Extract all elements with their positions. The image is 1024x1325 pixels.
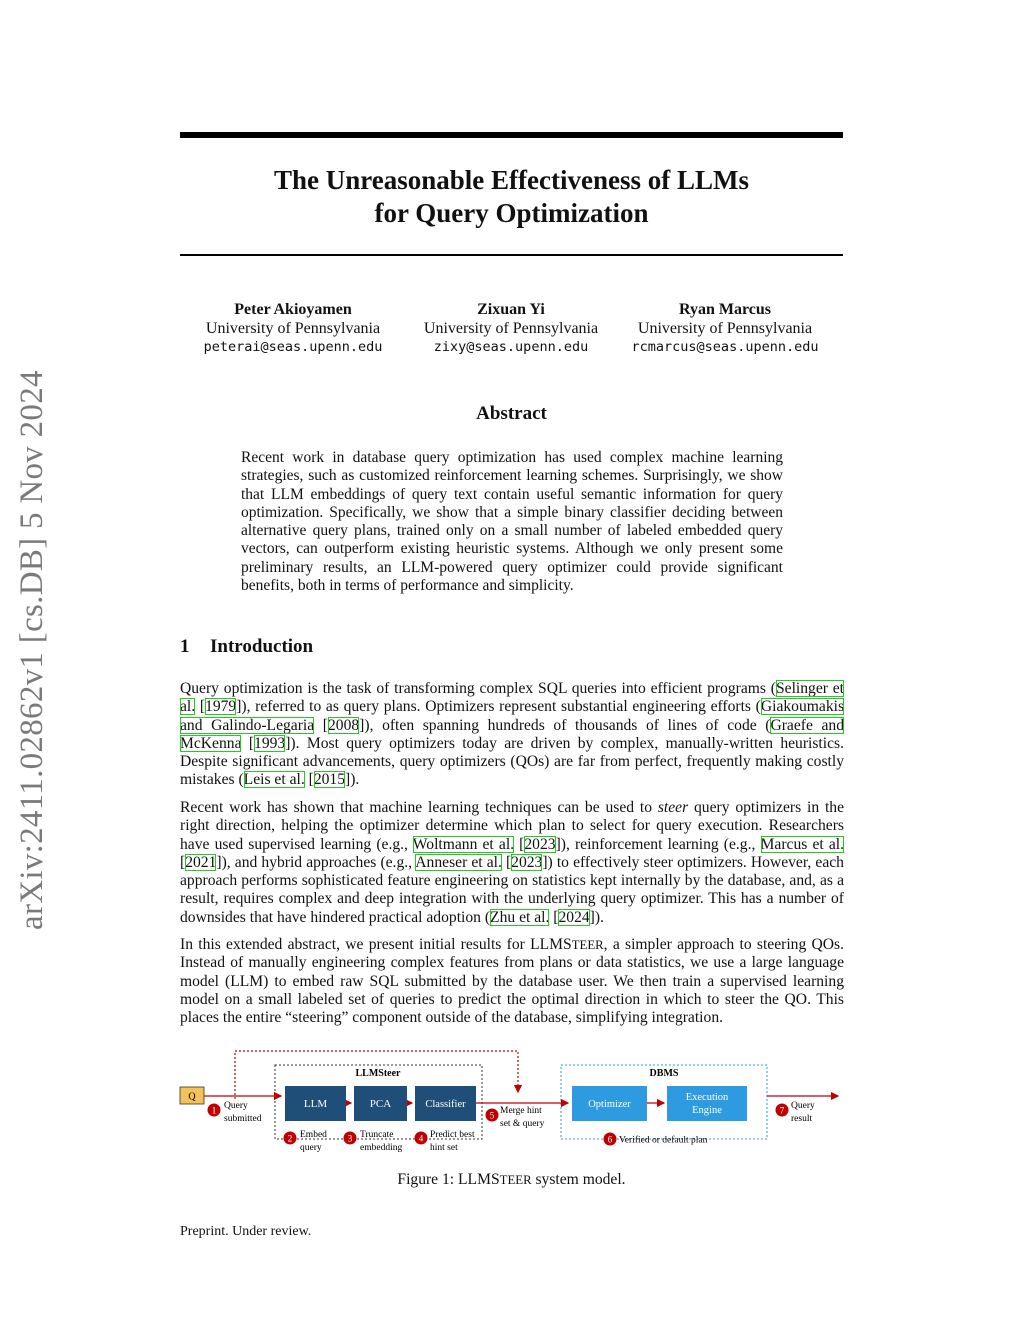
svg-text:Embed: Embed [300, 1130, 327, 1140]
step-7 [776, 1101, 815, 1124]
citation-link[interactable]: Selinger et al. [180, 680, 844, 716]
emphasis: steer [657, 799, 689, 816]
citation-year-link[interactable]: 1979 [205, 698, 237, 716]
figure-caption [180, 1171, 843, 1189]
svg-text:Merge hint: Merge hint [500, 1106, 542, 1116]
caption-system-part: S [490, 1171, 500, 1188]
citation-year-link[interactable]: 2023 [511, 853, 543, 871]
paper-title [180, 164, 843, 230]
text-run: In this extended abstract, we present initial results for [180, 936, 531, 953]
title-top-rule [180, 132, 843, 138]
svg-text:embedding: embedding [360, 1143, 403, 1153]
section-title: Introduction [210, 636, 314, 657]
author-affiliation: University of Pennsylvania [205, 320, 381, 337]
text-run: ). Most query optimizers today are driven by complex, manually-written heuristics. Despite significant advancements, query optimizers (QOs) are far from perfect, frequently making costly mistakes ( [180, 734, 844, 789]
citation-year-link[interactable]: 2023 [524, 835, 556, 853]
citation-link[interactable]: Marcus et al. [760, 835, 844, 853]
author-email[interactable]: zixy@seas.upenn.edu [433, 339, 589, 355]
citation-year-link[interactable]: 2015 [313, 771, 346, 789]
svg-text:hint set: hint set [430, 1143, 458, 1153]
author-3 [610, 300, 840, 357]
execution-engine-label-1: Execution [685, 1092, 729, 1103]
svg-text:set & query: set & query [500, 1119, 545, 1129]
text-run: ). [594, 908, 604, 926]
arxiv-identifier: arXiv:2411.02862v1 [cs.DB] 5 Nov 2024 [14, 370, 50, 930]
step-1 [208, 1101, 262, 1124]
svg-text:3: 3 [347, 1133, 353, 1144]
step-2 [284, 1130, 328, 1153]
author-1 [180, 300, 406, 357]
text-run: ) to effectively steer optimizers. However, each approach performs sophisticated feature engineering on statistics kept internally by the database, and, as a result, requires complex and deep integration with the underlying query optimizer. This has a number of downsides that have hindered practical adoption ( [180, 853, 844, 926]
svg-text:Verified or default plan: Verified or default plan [619, 1135, 708, 1146]
llm-box-label: LLM [303, 1098, 328, 1110]
citation-year-link[interactable]: 2021 [185, 853, 217, 871]
intro-paragraph-1: Query optimization is the task of transforming complex SQL queries into efficient programs (Selinger et al. [1979]), referred to as query plans. Optimizers represent substantial engineering efforts (Giakoumakis and Galindo-Legaria [2008]), often spanning hundreds of thousands of lines of code (Graefe and McKenna [1993]). Most query optimizers today are driven by complex, manually-written heuristics. Despite significant advancements, query optimizers (QOs) are far from perfect, frequently making costly mistakes (Leis et al. [2015]). [180, 680, 845, 789]
step-3 [344, 1130, 403, 1153]
author-name: Ryan Marcus [678, 301, 772, 318]
svg-text:6: 6 [607, 1134, 613, 1145]
text-run: ), and hybrid approaches (e.g., [221, 853, 416, 871]
text-run: ). [350, 771, 360, 789]
citation-link[interactable]: Giakoumakis and Galindo-Legaria [180, 698, 845, 734]
title-bottom-rule [180, 254, 843, 256]
section-number: 1 [180, 636, 190, 657]
title-line-1: The Unreasonable Effectiveness of LLMs [274, 165, 749, 195]
svg-text:submitted: submitted [224, 1114, 262, 1124]
classifier-box-label: Classifier [425, 1099, 466, 1110]
svg-text:2: 2 [287, 1133, 293, 1144]
intro-paragraph-3 [180, 936, 844, 1027]
svg-text:1: 1 [211, 1105, 217, 1116]
system-name-part: LLM [530, 936, 564, 953]
citation-link[interactable]: Leis et al. [243, 771, 305, 789]
citation-link[interactable]: Anneser et al. [415, 853, 502, 871]
text-run: , a simpler approach to steering QOs. Instead of manually engineering complex features from plans or data statistics, we use a large language model (LLM) to embed raw SQL submitted by the database user. We then train a supervised learning model on a small labeled set of queries to predict the optimal direction in which to steer the QO. This places the entire “steering” component outside of the database, simplifying integration. [180, 936, 845, 1027]
author-name: Zixuan Yi [477, 301, 545, 318]
citation-link[interactable]: Graefe and McKenna [180, 716, 845, 752]
pca-box-label: PCA [369, 1098, 392, 1110]
svg-text:Query: Query [224, 1101, 248, 1111]
text-run: ), reinforcement learning (e.g., [560, 835, 761, 853]
footer-note: Preprint. Under review. [180, 1224, 312, 1239]
svg-text:Predict best: Predict best [430, 1130, 475, 1140]
text-run: Query optimization is the task of transforming complex SQL queries into efficient programs ( [180, 680, 776, 697]
caption-suffix: system model. [531, 1171, 626, 1188]
caption-system-part: LLM [458, 1171, 491, 1188]
section-heading [180, 636, 313, 658]
query-input-label: Q [188, 1091, 196, 1103]
citation-link[interactable]: Woltmann et al. [412, 835, 515, 853]
citation-year-link[interactable]: 2024 [558, 908, 590, 926]
intro-paragraph-2: Recent work has shown that machine learning techniques can be used to steer query optimizers in the right direction, helping the optimizer determine which plan to select for query execution. Researchers have used supervised learning (e.g., Woltmann et al. [2023]), reinforcement learning (e.g., Marcus et al. [2021]), and hybrid approaches (e.g., Anneser et al. [2023]) to effectively steer optimizers. However, each approach performs sophisticated feature engineering on statistics kept internally by the database, and, as a result, requires complex and deep integration with the underlying query optimizer. This has a number of downsides that have hindered practical adoption (Zhu et al. [2024]). [180, 799, 844, 926]
caption-prefix: Figure 1: [397, 1171, 459, 1188]
author-name: Peter Akioyamen [234, 301, 352, 318]
text-run: query optimizers in the right direction, helping the optimizer determine which plan to select for query execution. Researchers have used supervised learning (e.g., [180, 799, 844, 853]
optimizer-box-label: Optimizer [588, 1099, 631, 1110]
svg-text:Truncate: Truncate [360, 1130, 394, 1140]
citation-year-link[interactable]: 2008 [327, 716, 360, 734]
step-5 [486, 1106, 545, 1129]
abstract-heading: Abstract [476, 403, 547, 424]
text-run: ), often spanning hundreds of thousands of lines of code ( [364, 716, 771, 734]
execution-engine-label-2: Engine [692, 1105, 722, 1116]
dbms-label: DBMS [649, 1068, 679, 1079]
text-run: Recent work has shown that machine learning techniques can be used to [180, 799, 658, 816]
author-email[interactable]: rcmarcus@seas.upenn.edu [631, 339, 819, 355]
author-email[interactable]: peterai@seas.upenn.edu [203, 339, 383, 355]
system-name-smallcaps: TEER [571, 938, 604, 952]
author-affiliation: University of Pennsylvania [423, 320, 599, 337]
title-line-2: for Query Optimization [374, 198, 649, 228]
svg-text:Query: Query [791, 1101, 815, 1111]
citation-year-link[interactable]: 1993 [254, 734, 286, 752]
svg-text:result: result [791, 1114, 813, 1124]
author-2 [398, 300, 624, 357]
svg-text:7: 7 [779, 1105, 785, 1116]
svg-text:4: 4 [418, 1133, 424, 1144]
abstract-text: Recent work in database query optimization has used complex machine learning strategies, such as customized reinforcement learning schemes. Surprisingly, we show that LLM embeddings of query text contain useful semantic information for query optimization. Specifically, we show that a simple binary classifier deciding between alternative query plans, trained only on a small number of labeled embedded query vectors, can outperform existing heuristic systems. Although we only present some preliminary results, an LLM-powered query optimizer could provide significant benefits, both in terms of performance and simplicity. [241, 449, 783, 595]
author-affiliation: University of Pennsylvania [637, 320, 813, 337]
llmsteer-label: LLMSteer [355, 1068, 401, 1079]
svg-text:5: 5 [489, 1110, 495, 1121]
step-4 [415, 1130, 475, 1153]
system-name [530, 936, 604, 953]
step-6 [604, 1133, 708, 1146]
system-name-part: S [563, 936, 572, 953]
citation-link[interactable]: Zhu et al. [490, 908, 550, 926]
text-run: ), referred to as query plans. Optimizers represent substantial engineering efforts ( [241, 698, 761, 716]
figure-1-diagram [178, 1042, 844, 1172]
caption-system-smallcaps: TEER [499, 1173, 532, 1187]
svg-text:query: query [300, 1143, 322, 1153]
